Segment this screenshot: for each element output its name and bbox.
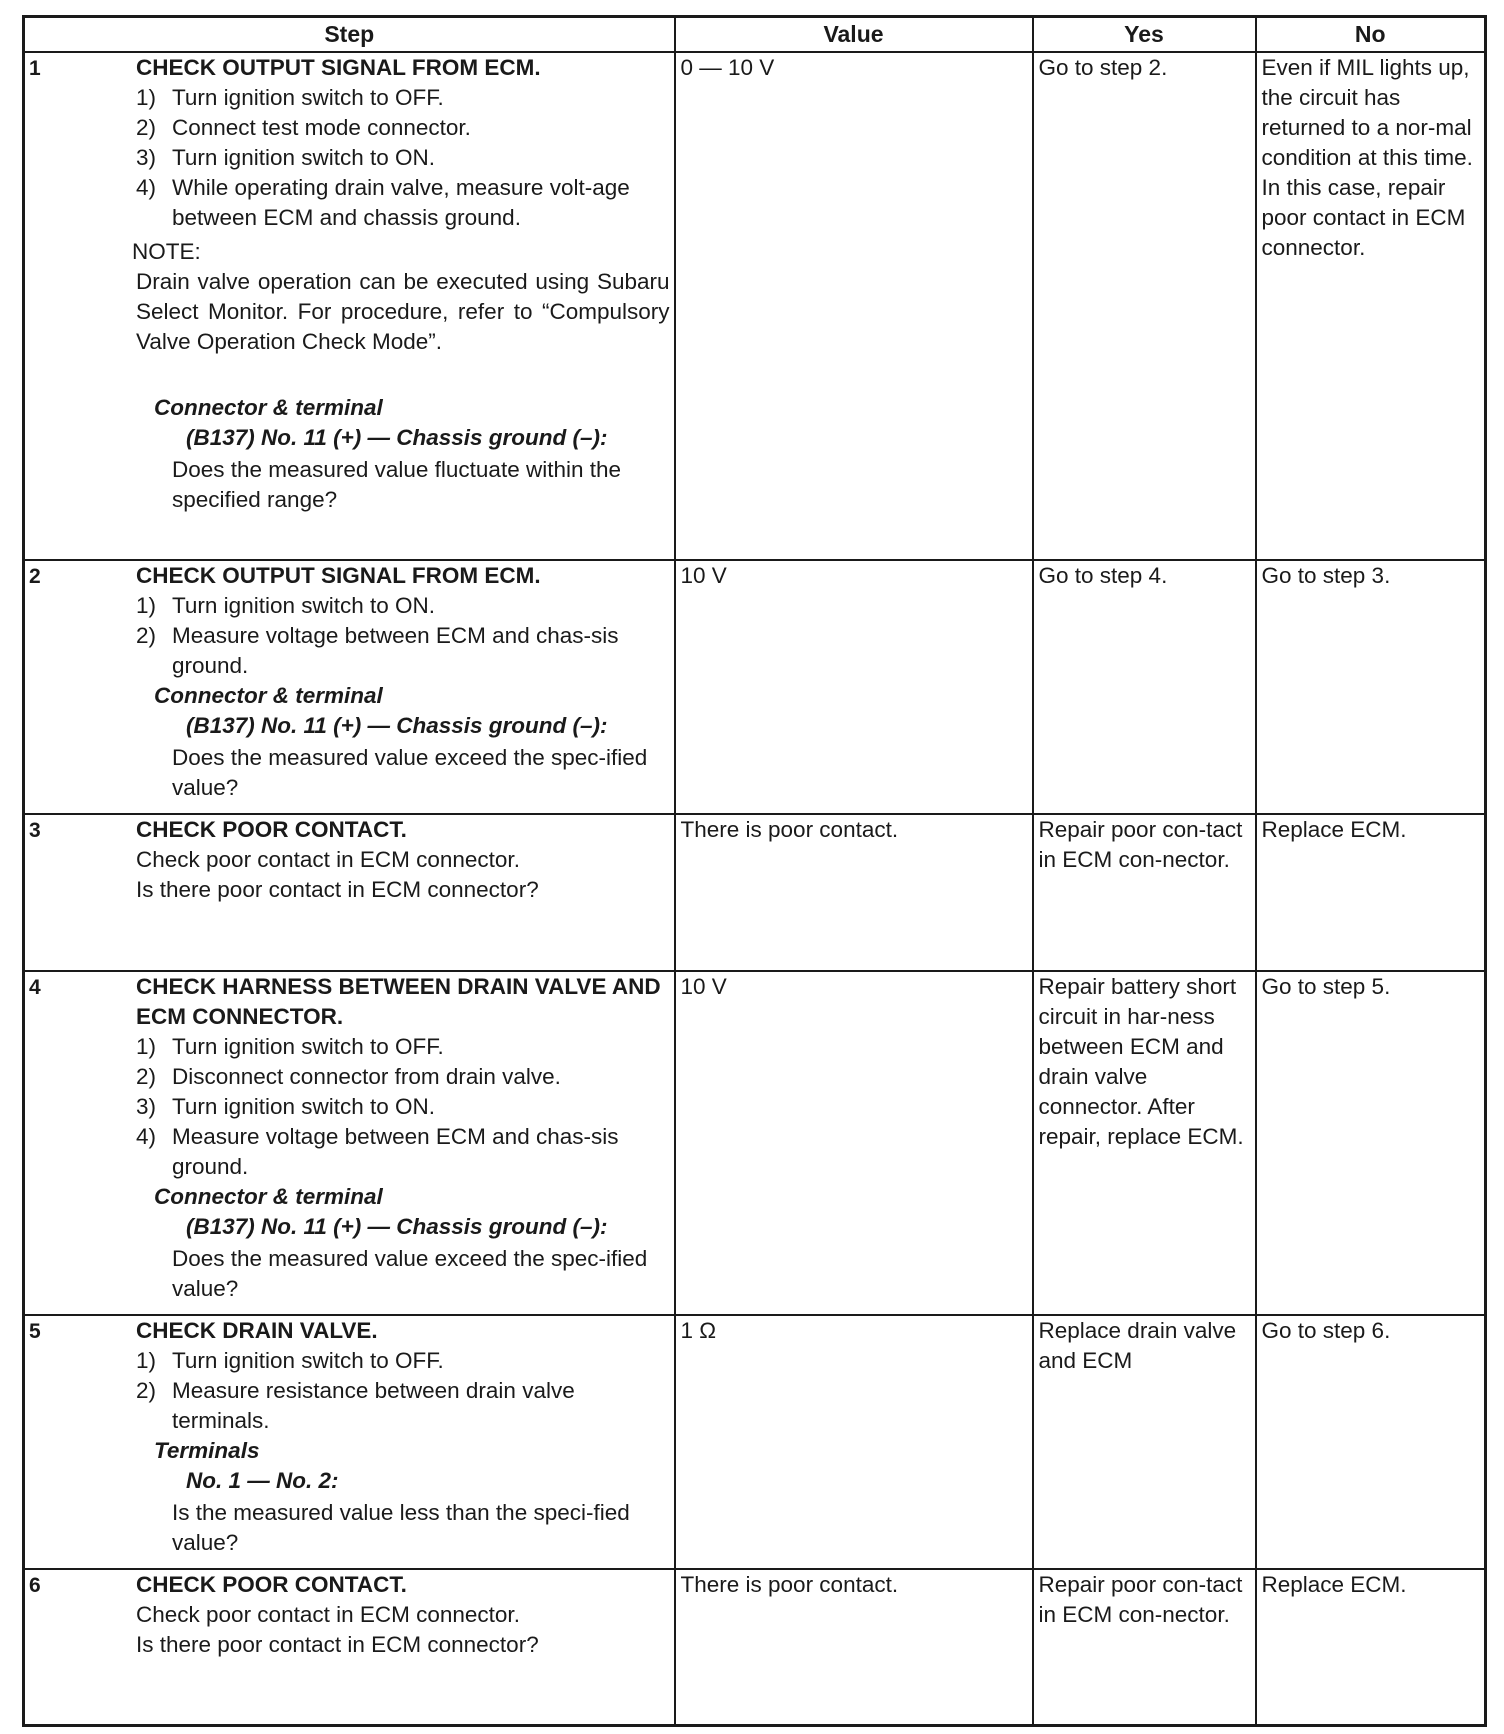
step-title: CHECK HARNESS BETWEEN DRAIN VALVE AND ECM CONNECTOR.: [136, 974, 661, 1029]
connector-value: No. 1 — No. 2:: [186, 1468, 339, 1493]
table-row: [24, 971, 1486, 1315]
list-item: 3) Turn ignition switch to ON.: [136, 1094, 436, 1119]
note-text: Drain valve operation can be executed using Subaru Select Monitor. For procedure, refer to “Compulsory Valve Operation Check Mode”.: [136, 269, 670, 354]
list-item: 4) Measure voltage between ECM and chas-sis ground.: [136, 1124, 619, 1179]
step-title: CHECK POOR CONTACT.: [136, 1572, 407, 1597]
list-item: 1) Turn ignition switch to OFF.: [136, 85, 444, 110]
connector-value: (B137) No. 11 (+) — Chassis ground (–):: [186, 713, 608, 738]
list-item: 2) Measure resistance between drain valve terminals.: [136, 1378, 575, 1433]
yes-cell: Go to step 2.: [1033, 52, 1256, 560]
diagnosis-table: [22, 15, 1487, 1727]
step-number: 6: [29, 1574, 41, 1597]
step-number: 4: [29, 976, 41, 999]
yes-cell: Repair battery short circuit in har-ness between ECM and drain valve connector. After repair, replace ECM.: [1033, 971, 1256, 1315]
step-title: CHECK OUTPUT SIGNAL FROM ECM.: [136, 55, 541, 80]
list-item: 1) Turn ignition switch to ON.: [136, 593, 436, 618]
table-row: [24, 1569, 1486, 1726]
step-question: Is the measured value less than the speci-fied value?: [172, 1500, 630, 1555]
header-no: No: [1256, 17, 1486, 53]
step-question: Does the measured value exceed the spec-ified value?: [172, 745, 648, 800]
step-question: Does the measured value fluctuate within the specified range?: [172, 457, 622, 512]
step-number: 2: [29, 565, 41, 588]
step-number: 1: [29, 57, 41, 80]
value-cell: There is poor contact.: [675, 1569, 1033, 1726]
connector-label: Connector & terminal: [154, 1184, 383, 1209]
step-cell: [24, 814, 675, 971]
header-yes: Yes: [1033, 17, 1256, 53]
connector-value: (B137) No. 11 (+) — Chassis ground (–):: [186, 425, 608, 450]
step-cell: [24, 971, 675, 1315]
table-row: [24, 1315, 1486, 1569]
step-cell: [24, 52, 675, 560]
step-title: CHECK OUTPUT SIGNAL FROM ECM.: [136, 563, 541, 588]
value-cell: 0 — 10 V: [675, 52, 1033, 560]
list-item: 3) Turn ignition switch to ON.: [136, 145, 436, 170]
yes-cell: Replace drain valve and ECM: [1033, 1315, 1256, 1569]
no-cell: Even if MIL lights up, the circuit has returned to a nor-mal condition at this time. In this case, repair poor contact in ECM connector.: [1256, 52, 1486, 560]
no-cell: Go to step 5.: [1256, 971, 1486, 1315]
header-value: Value: [675, 17, 1033, 53]
connector-label: Terminals: [154, 1438, 260, 1463]
value-cell: 10 V: [675, 971, 1033, 1315]
note-label: NOTE:: [132, 239, 201, 264]
connector-value: (B137) No. 11 (+) — Chassis ground (–):: [186, 1214, 608, 1239]
list-item: 2) Connect test mode connector.: [136, 115, 471, 140]
list-item: 1) Turn ignition switch to OFF.: [136, 1034, 444, 1059]
yes-cell: Go to step 4.: [1033, 560, 1256, 814]
step-text: Check poor contact in ECM connector.: [136, 1602, 520, 1627]
no-cell: Go to step 6.: [1256, 1315, 1486, 1569]
yes-cell: Repair poor con-tact in ECM con-nector.: [1033, 814, 1256, 971]
step-number: 3: [29, 819, 41, 842]
step-cell: [24, 560, 675, 814]
step-question: Is there poor contact in ECM connector?: [136, 877, 539, 902]
no-cell: Replace ECM.: [1256, 814, 1486, 971]
list-item: 1) Turn ignition switch to OFF.: [136, 1348, 444, 1373]
value-cell: There is poor contact.: [675, 814, 1033, 971]
step-question: Is there poor contact in ECM connector?: [136, 1632, 539, 1657]
list-item: 2) Disconnect connector from drain valve.: [136, 1064, 561, 1089]
step-cell: [24, 1569, 675, 1726]
value-cell: 10 V: [675, 560, 1033, 814]
connector-label: Connector & terminal: [154, 683, 383, 708]
step-title: CHECK DRAIN VALVE.: [136, 1318, 378, 1343]
step-cell: [24, 1315, 675, 1569]
header-row: [24, 17, 1486, 53]
list-item: 2) Measure voltage between ECM and chas-sis ground.: [136, 623, 619, 678]
connector-label: Connector & terminal: [154, 395, 383, 420]
step-question: Does the measured value exceed the spec-ified value?: [172, 1246, 648, 1301]
header-step: Step: [24, 17, 675, 53]
table-row: [24, 560, 1486, 814]
no-cell: Replace ECM.: [1256, 1569, 1486, 1726]
table-row: [24, 814, 1486, 971]
yes-cell: Repair poor con-tact in ECM con-nector.: [1033, 1569, 1256, 1726]
step-number: 5: [29, 1320, 41, 1343]
no-cell: Go to step 3.: [1256, 560, 1486, 814]
table-row: [24, 52, 1486, 560]
step-title: CHECK POOR CONTACT.: [136, 817, 407, 842]
step-text: Check poor contact in ECM connector.: [136, 847, 520, 872]
list-item: 4) While operating drain valve, measure volt-age between ECM and chassis ground.: [136, 175, 630, 230]
value-cell: 1 Ω: [675, 1315, 1033, 1569]
